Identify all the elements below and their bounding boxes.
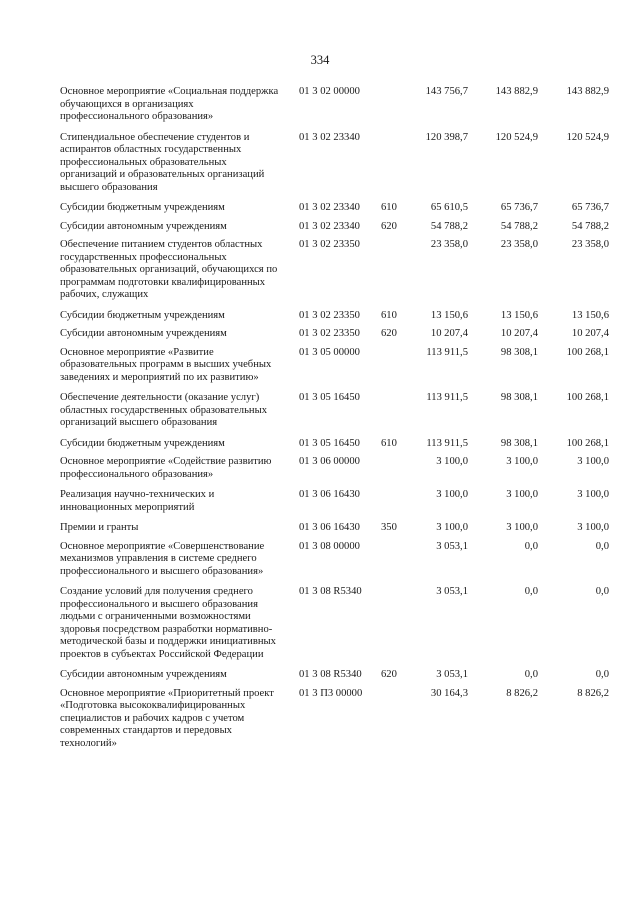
row-value-1: 3 053,1 xyxy=(436,586,468,597)
row-value-2: 23 358,0 xyxy=(500,239,538,250)
row-value-2: 8 826,2 xyxy=(506,687,538,699)
row-value-2: 3 100,0 xyxy=(506,489,538,500)
table-row xyxy=(0,328,640,341)
row-target-code: 01 3 02 23350 xyxy=(299,328,360,339)
budget-table xyxy=(0,86,640,758)
row-value-3: 8 826,2 xyxy=(577,687,609,699)
row-target-code: 01 3 08 R5340 xyxy=(299,586,362,597)
row-value-3: 10 207,4 xyxy=(571,328,609,339)
table-row xyxy=(0,392,640,430)
row-value-2: 0,0 xyxy=(524,540,538,552)
row-value-3: 100 268,1 xyxy=(566,437,609,449)
table-row xyxy=(0,132,640,195)
row-value-3: 120 524,9 xyxy=(566,131,609,143)
row-value-1: 3 100,0 xyxy=(436,489,468,500)
page-number: 334 xyxy=(310,53,330,67)
row-value-1: 3 053,1 xyxy=(436,540,468,552)
table-row xyxy=(0,347,640,385)
row-target-code: 01 3 02 23340 xyxy=(299,220,360,232)
row-value-1: 143 756,7 xyxy=(425,86,468,97)
row-value-3: 0,0 xyxy=(595,669,609,680)
row-value-1: 10 207,4 xyxy=(430,328,468,339)
table-row xyxy=(0,310,640,323)
row-value-3: 143 882,9 xyxy=(566,86,609,97)
row-value-2: 3 100,0 xyxy=(506,456,538,467)
row-target-code: 01 3 05 00000 xyxy=(299,346,360,358)
row-name: Реализация научно-технических и инновационных мероприятий xyxy=(60,489,215,513)
row-value-3: 0,0 xyxy=(595,586,609,597)
row-target-code: 01 3 П3 00000 xyxy=(299,687,363,699)
row-value-3: 13 150,6 xyxy=(571,309,609,321)
row-target-code: 01 3 02 23350 xyxy=(299,239,360,250)
row-name: Обеспечение деятельности (оказание услуг) областных государственных образовательных организаций высшего образования xyxy=(60,392,268,428)
table-row xyxy=(0,456,640,481)
row-name: Субсидии бюджетным учреждениям xyxy=(60,202,225,213)
row-expense-type: 610 xyxy=(381,202,397,213)
table-row xyxy=(0,541,640,579)
row-value-1: 65 610,5 xyxy=(430,202,468,213)
row-target-code: 01 3 05 16450 xyxy=(299,437,360,449)
row-value-2: 143 882,9 xyxy=(495,86,538,97)
row-value-3: 100 268,1 xyxy=(566,392,609,403)
row-value-2: 0,0 xyxy=(524,669,538,680)
row-value-1: 3 100,0 xyxy=(436,522,468,533)
row-value-2: 0,0 xyxy=(524,586,538,597)
row-expense-type: 350 xyxy=(381,522,397,533)
row-value-2: 13 150,6 xyxy=(500,309,538,321)
table-row xyxy=(0,489,640,514)
row-value-1: 30 164,3 xyxy=(430,687,468,699)
row-expense-type: 620 xyxy=(381,669,397,680)
row-name: Основное мероприятие «Развитие образовательных программ в высших учебных заведениях и мероприятий по их развитию» xyxy=(60,346,272,383)
table-row xyxy=(0,202,640,215)
row-value-3: 0,0 xyxy=(595,540,609,552)
row-value-1: 113 911,5 xyxy=(426,437,468,449)
row-value-3: 100 268,1 xyxy=(566,346,609,358)
row-value-2: 98 308,1 xyxy=(500,392,538,403)
row-value-2: 120 524,9 xyxy=(495,131,538,143)
row-name: Субсидии автономным учреждениям xyxy=(60,220,227,232)
row-target-code: 01 3 02 00000 xyxy=(299,86,360,97)
row-name: Основное мероприятие «Социальная поддержка обучающихся в организациях профессионального образования» xyxy=(60,86,279,122)
row-value-3: 3 100,0 xyxy=(577,456,609,467)
row-name: Субсидии автономным учреждениям xyxy=(60,328,227,339)
row-target-code: 01 3 08 R5340 xyxy=(299,669,362,680)
row-target-code: 01 3 02 23340 xyxy=(299,202,360,213)
row-target-code: 01 3 06 16430 xyxy=(299,489,360,500)
table-row xyxy=(0,688,640,751)
row-value-2: 98 308,1 xyxy=(500,437,538,449)
row-name: Субсидии бюджетным учреждениям xyxy=(60,309,225,321)
row-target-code: 01 3 05 16450 xyxy=(299,392,360,403)
row-name: Субсидии автономным учреждениям xyxy=(60,669,227,680)
row-target-code: 01 3 08 00000 xyxy=(299,540,360,552)
table-row xyxy=(0,586,640,661)
row-value-2: 98 308,1 xyxy=(500,346,538,358)
row-name: Субсидии бюджетным учреждениям xyxy=(60,437,225,449)
row-name: Создание условий для получения среднего профессионального и высшего образования людьми с ограниченными возможностями здоровья посредством разработки нормативно-методической базы и поддержки инициативных проектов в субъектах Российской Федерации xyxy=(60,586,276,660)
row-value-1: 3 100,0 xyxy=(436,456,468,467)
row-name: Основное мероприятие «Содействие развитию профессионального образования» xyxy=(60,456,272,480)
row-value-3: 3 100,0 xyxy=(577,522,609,533)
row-expense-type: 620 xyxy=(381,220,397,232)
table-row xyxy=(0,221,640,234)
row-name: Премии и гранты xyxy=(60,522,139,533)
row-name: Основное мероприятие «Совершенствование механизмов управления в системе среднего профессионального и высшего образования» xyxy=(60,540,265,577)
row-target-code: 01 3 06 16430 xyxy=(299,522,360,533)
row-value-1: 23 358,0 xyxy=(430,239,468,250)
row-value-2: 65 736,7 xyxy=(500,202,538,213)
row-value-1: 120 398,7 xyxy=(425,131,468,143)
row-value-1: 113 911,5 xyxy=(426,346,468,358)
row-target-code: 01 3 02 23350 xyxy=(299,309,360,321)
table-row xyxy=(0,239,640,302)
row-value-3: 23 358,0 xyxy=(571,239,609,250)
row-value-1: 13 150,6 xyxy=(430,309,468,321)
row-expense-type: 610 xyxy=(381,309,397,321)
row-expense-type: 610 xyxy=(381,437,397,449)
table-row xyxy=(0,669,640,682)
table-row xyxy=(0,438,640,451)
row-name: Стипендиальное обеспечение студентов и аспирантов областных государственных профессиональных образовательных организаций и образовательных организаций высшего образования xyxy=(60,131,265,193)
row-value-2: 10 207,4 xyxy=(500,328,538,339)
row-value-1: 113 911,5 xyxy=(426,392,468,403)
row-target-code: 01 3 02 23340 xyxy=(299,131,360,143)
row-value-1: 3 053,1 xyxy=(436,669,468,680)
table-row xyxy=(0,522,640,535)
table-row xyxy=(0,86,640,124)
row-expense-type: 620 xyxy=(381,328,397,339)
row-name: Обеспечение питанием студентов областных государственных профессиональных образовательных организаций, обучающихся по программам подготовки квалифицированных рабочих, служащих xyxy=(60,239,278,300)
row-value-3: 65 736,7 xyxy=(571,202,609,213)
row-value-1: 54 788,2 xyxy=(430,220,468,232)
row-value-2: 54 788,2 xyxy=(500,220,538,232)
row-name: Основное мероприятие «Приоритетный проект «Подготовка высококвалифицированных специалистов и рабочих кадров с учетом современных стандартов и передовых технологий» xyxy=(60,687,274,749)
row-target-code: 01 3 06 00000 xyxy=(299,456,360,467)
row-value-3: 3 100,0 xyxy=(577,489,609,500)
row-value-2: 3 100,0 xyxy=(506,522,538,533)
row-value-3: 54 788,2 xyxy=(571,220,609,232)
